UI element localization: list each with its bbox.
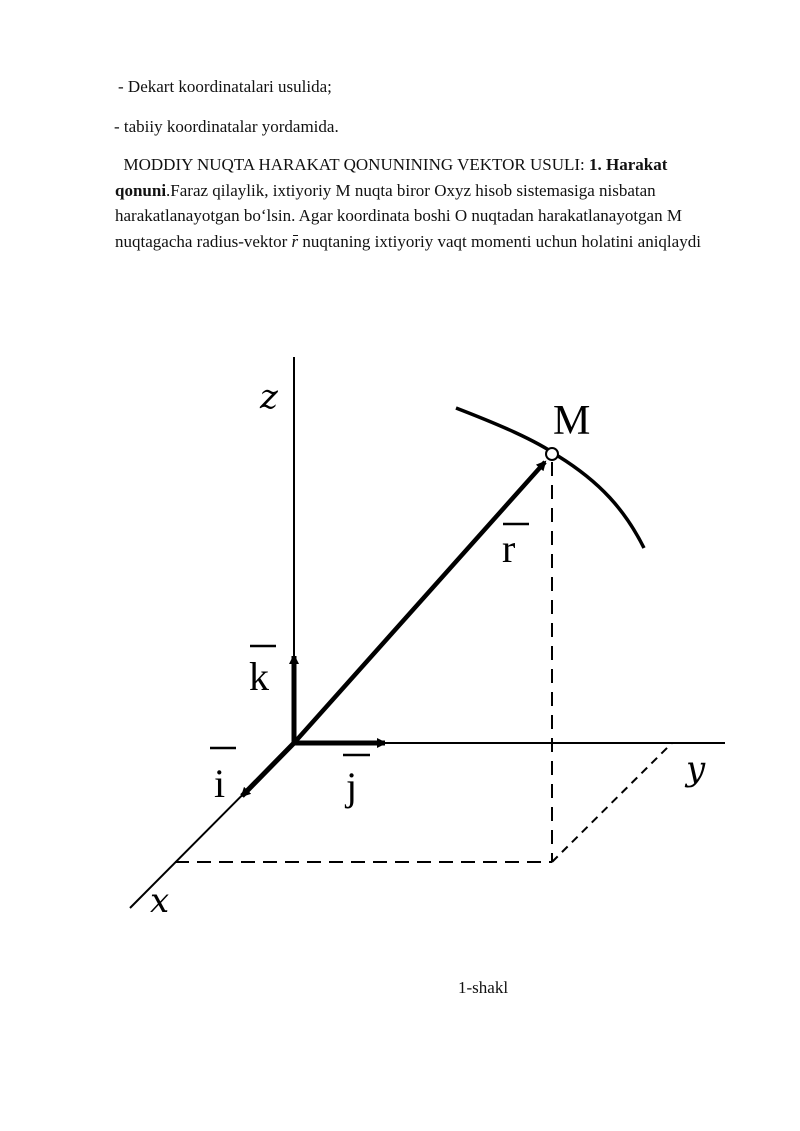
- point-M-marker: [546, 448, 558, 460]
- z-axis-label: z: [260, 377, 278, 417]
- figure-caption: 1-shakl: [458, 978, 509, 997]
- radius-vector-symbol: r: [291, 231, 299, 251]
- j-vector-label: j: [346, 764, 358, 809]
- k-vector-label: k: [249, 654, 269, 699]
- list-item-tabiiy: - tabiiy koordinatalar yordamida.: [114, 117, 339, 136]
- r-vector-label: r: [502, 526, 516, 571]
- i-vector-label: i: [214, 761, 226, 806]
- y-axis-label: y: [686, 749, 706, 789]
- radius-vector-arrow: [294, 462, 545, 743]
- paragraph-text-1: .Faraz qilaylik, ixtiyoriy M nuqta biror Oxyz hisob sistemasiga nisbatan harakatlanayotgan bo‘lsin. Agar koordinata boshi O nuqtadan harakatlanayotgan M nuqtagacha radius-vektor: [115, 180, 682, 251]
- bold-title: 1. Harakat qonuni: [115, 155, 668, 200]
- list-item-dekart: - Dekart koordinatalari usulida;: [118, 77, 332, 96]
- section-heading: MODDIY NUQTA HARAKAT QONUNINING VEKTOR USULI:: [123, 155, 589, 174]
- point-M-label: M: [553, 398, 591, 444]
- paragraph-text-2: nuqtaning ixtiyoriy vaqt momenti uchun holatini aniqlaydi: [298, 231, 701, 251]
- projection-parallel-y: [552, 743, 672, 862]
- unit-vector-i-arrow: [242, 743, 294, 796]
- x-axis-label: x: [150, 881, 170, 921]
